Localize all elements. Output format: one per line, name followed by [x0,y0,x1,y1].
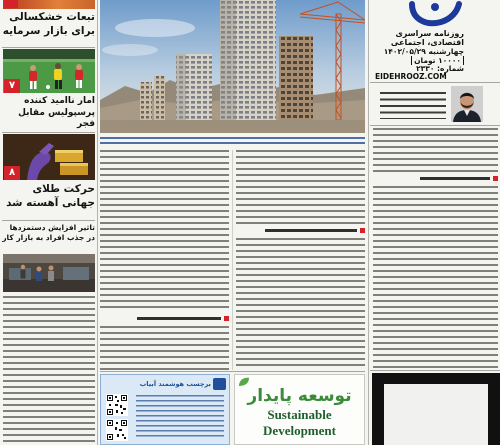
column-divider [97,0,98,445]
subheading-bullet-icon [493,176,498,181]
story-image-factory-workers [3,254,95,292]
ad-smart-label-title: برچسب هوشمند آبیاب [139,380,211,388]
teaser-divider [2,132,95,133]
column-divider [232,150,233,370]
byline-divider [370,125,500,126]
column-divider [368,0,369,445]
teaser-headline-gold: حرکت طلای جهانی آهسته شد [6,183,95,209]
bottom-ad-panel [384,384,488,445]
article-subheading [100,315,229,323]
masthead-tagline-2: اقتصادی، اجتماعی [390,38,464,47]
article-subheading [236,227,365,235]
story-body-text [3,296,95,444]
article-body-column [236,238,365,370]
subheading-bullet-icon [360,228,365,233]
editorial-body-text [373,128,498,173]
issue-date: چهارشنبه ۱۴۰۲/۰۵/۲۹ [383,47,464,56]
eidehrooz-logo-icon [405,0,465,28]
article-body-column [236,150,365,224]
ad-title-english-line2: Development [263,423,336,438]
story-headline-wages: تاثیر افزایش دستمزدها در جذب افراد به بازار کار [2,223,95,242]
author-byline [380,92,446,119]
construction-towers-photo [100,0,365,133]
page-number-badge: ۸ [4,166,20,180]
subheading-text [137,317,221,320]
website-url: EIDEHROOZ.COM [375,72,447,81]
ads-divider [100,371,365,372]
issue-price: ۱۰۰۰۰ تومان [411,56,464,65]
ad-smart-label-text [136,395,224,439]
teaser-headline-persepolis: آمار ناامید کننده پرسپولیس مقابل فجر [18,96,95,130]
ad-title-persian: توسعه پایدار [247,386,352,406]
photo-caption [100,137,365,146]
teaser-headline-drought: تبعات خشکسالی برای بازار سرمایه [2,11,95,37]
article-body-column [100,326,229,370]
page-number-badge: ۷ [4,79,20,93]
subheading-bullet-icon [224,316,229,321]
qr-code-icon [106,419,128,441]
ad-logo-icon [213,378,226,390]
teaser-divider [2,47,95,48]
subheading-text [420,177,490,180]
teaser-image-drought-badge-area [4,0,18,8]
masthead-tagline-1: روزنامه سراسری [395,29,464,38]
subheading-text [265,229,357,232]
qr-code-icon [106,394,128,416]
editorial-body-text [373,186,498,368]
teaser-divider [2,220,95,221]
masthead-divider [370,82,500,83]
issue-number: شماره: ۲۳۳۰ [416,64,464,73]
bottom-divider [370,370,500,371]
author-photo [451,86,483,122]
editorial-subheading [373,175,498,183]
article-body-column [100,150,229,312]
ad-title-english-line1: Sustainable [267,407,332,422]
